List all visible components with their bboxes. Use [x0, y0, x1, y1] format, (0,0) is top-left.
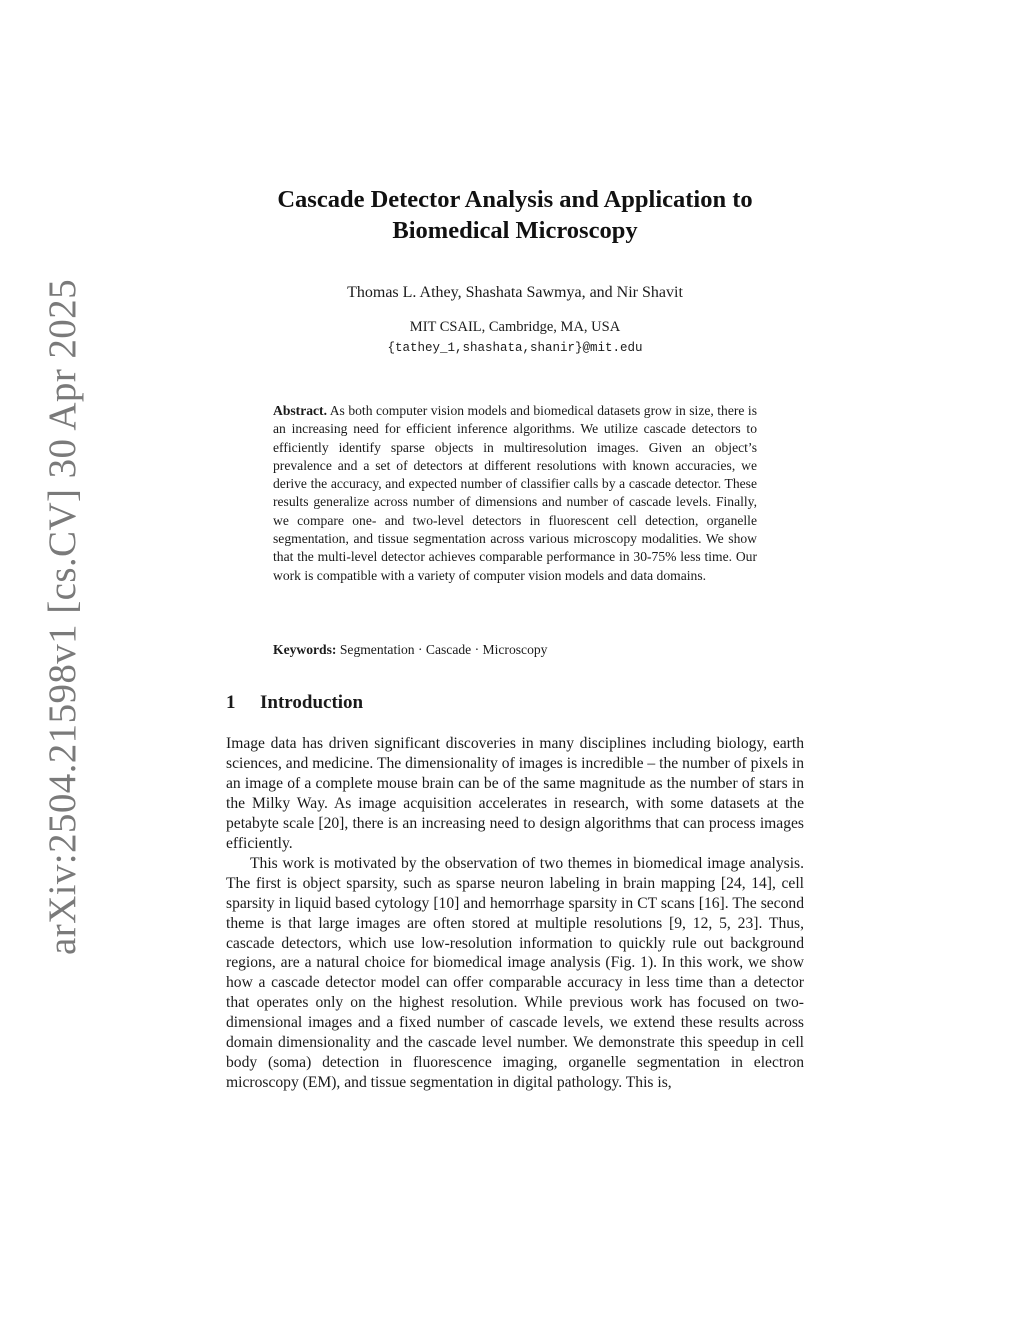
abstract-label: Abstract.	[273, 403, 327, 418]
section-title: Introduction	[260, 692, 364, 713]
title-line-2: Biomedical Microscopy	[392, 217, 638, 244]
keywords	[273, 641, 757, 659]
author-email: {tathey_1,shashata,shanir}@mit.edu	[387, 341, 643, 355]
paragraph-1: Image data has driven significant discoveries in many disciplines including biology, earth sciences, and medicine. The dimensionality of images is incredible – the number of pixels in an image of a complete mouse brain can be of the same magnitude as the number of stars in the Milky Way. As image acquisition accelerates in research, with some datasets at the petabyte scale [20], there is an increasing need to design algorithms that can process images efficiently.	[226, 735, 804, 852]
paper-title	[228, 184, 802, 246]
keywords-text: Segmentation · Cascade · Microscopy	[339, 642, 548, 657]
section-number: 1	[226, 692, 236, 713]
affiliation: MIT CSAIL, Cambridge, MA, USA	[409, 319, 621, 335]
paragraph-2: This work is motivated by the observation of two themes in biomedical image analysis. The first is object sparsity, such as sparse neuron labeling in brain mapping [24, 14], cell sparsity in liquid based cytology [10] and hemorrhage sparsity in CT scans [16]. The second theme is that large images are often stored at multiple resolutions [9, 12, 5, 23]. Thus, cascade detectors, which use low-resolution information to quickly rule out background regions, are a natural choice for biomedical image analysis (Fig. 1). In this work, we show how a cascade detector model can offer comparable accuracy in less time than a detector that operates only on the highest resolution. While previous work has focused on two-dimensional images and a fixed number of cascade levels, we extend these results across domain dimensionality and the cascade level number. We demonstrate this speedup in cell body (soma) detection in fluorescence imaging, organelle segmentation in electron microscopy (EM), and tissue segmentation in digital pathology. This is,	[226, 854, 804, 1092]
abstract	[273, 402, 757, 585]
introduction-body	[226, 734, 804, 1093]
keywords-label: Keywords:	[273, 642, 337, 657]
section-heading-introduction	[226, 691, 363, 715]
arxiv-identifier: arXiv:2504.21598v1 [cs.CV] 30 Apr 2025	[41, 279, 84, 955]
title-line-1: Cascade Detector Analysis and Application to	[277, 186, 753, 213]
abstract-text: As both computer vision models and biomedical datasets grow in size, there is an increasing need for efficient inference algorithms. We utilize cascade detectors to efficiently identify sparse objects in multiresolution images. Given an object’s prevalence and a set of detectors at different resolutions with known accuracies, we derive the accuracy, and expected number of classifier calls by a cascade detector. These results generalize across number of dimensions and number of cascade levels. Finally, we compare one- and two-level detectors in fluorescent cell detection, organelle segmentation, and tissue segmentation across various microscopy modalities. We show that the multi-level detector achieves comparable performance in 30-75% less time. Our work is compatible with a variety of computer vision models and data domains.	[273, 403, 757, 583]
author-list: Thomas L. Athey, Shashata Sawmya, and Nir Shavit	[347, 284, 683, 301]
